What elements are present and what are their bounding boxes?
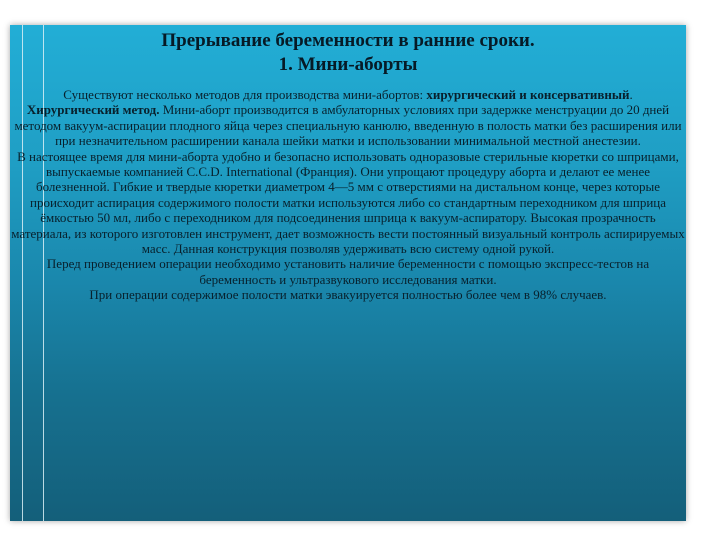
title-line-1: Прерывание беременности в ранние сроки. <box>161 30 535 51</box>
paragraph-surgical-heading: Хирургический метод. <box>26 102 160 118</box>
paragraph-methods-text: Существуют несколько методов для производства мини-абортов: <box>63 87 427 102</box>
paragraph-pregnancy-test-text: Перед проведением операции необходимо установить наличие беременности с помощью экспресс-тестов на беременность и ультразвукового исследования матки. <box>46 256 650 287</box>
paragraph-pregnancy-test <box>10 256 686 287</box>
paragraph-surgical-method <box>10 102 686 148</box>
paragraph-methods-bold: хирургический и консервативный <box>426 87 630 102</box>
paragraph-methods <box>10 87 686 102</box>
slide-body <box>10 87 686 303</box>
paragraph-evacuation <box>10 287 686 302</box>
slide <box>10 25 686 521</box>
paragraph-surgical-text: Мини-аборт производится в амбулаторных условиях при задержке менструации до 20 дней методом вакуум-аспирации плодного яйца через специальную канюлю, введенную в полость матки без расширения или при незначительном расширении канала шейки матки и использовании минимальной местной анестезии. <box>14 102 682 149</box>
paragraph-methods-end: . <box>629 87 633 102</box>
paragraph-curettes-text: В настоящее время для мини-аборта удобно и безопасно использовать одноразовые стерильные кюретки со шприцами, выпускаемые компанией C.C.D. International (Франция). Они упрощают процедуру аборта и делают ее менее болезненной. Гибкие и твердые кюретки диаметром 4—5 мм с отверстиями на дистальном конце, через которые происходит аспирация содержимого полости матки используются либо со стандартным переходником для шприца ёмкостью 50 мл, либо с переходником для подсоединения шприца к вакуум-аспиратору. Высокая прозрачность материала, из которого изготовлен инструмент, дает возможность вести постоянный визуальный контроль аспирируемых масс. Данная конструкция позволяв удерживать всю систему одной рукой. <box>11 148 685 257</box>
paragraph-curettes <box>10 149 686 257</box>
paragraph-evacuation-text: При операции содержимое полости матки эвакуируется полностью более чем в 98% случаев. <box>89 287 607 303</box>
slide-title <box>10 29 686 77</box>
title-line-2: 1. Мини-аборты <box>278 54 418 75</box>
